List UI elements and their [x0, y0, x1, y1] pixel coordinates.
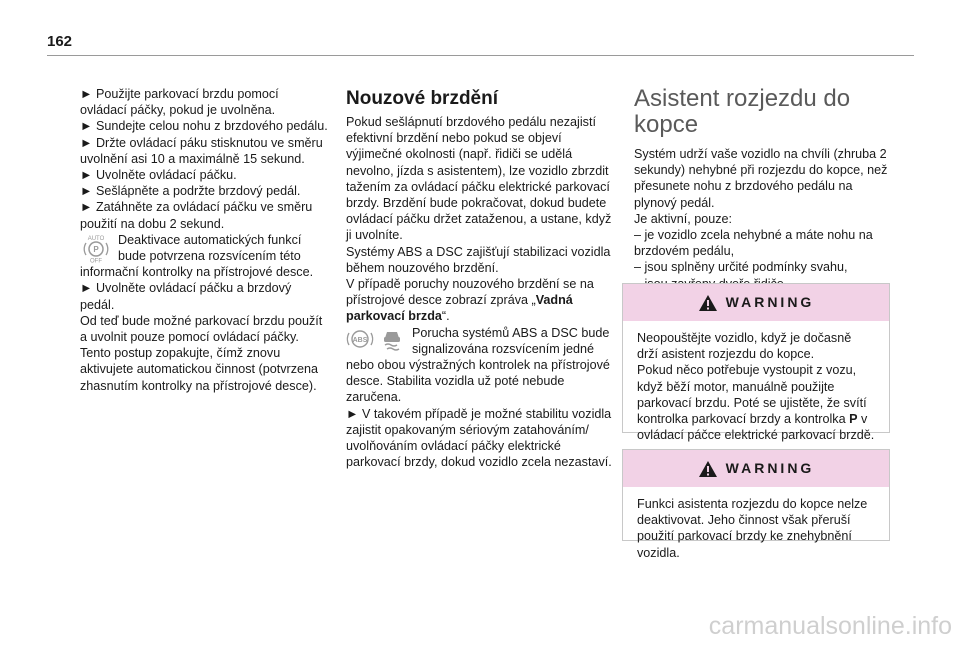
paragraph: ► Uvolněte ovládací páčku a brzdový pedál. — [80, 281, 292, 312]
paragraph: ► Zatáhněte za ovládací páčku ve směru použití na dobu 2 sekund. — [80, 200, 313, 231]
warning-header — [623, 450, 889, 487]
paragraph: Pokud něco potřebuje vystoupit z vozu, když běží motor, manuálně použijte parkovací brzdu. Poté se ujistěte, že svítí kontrolka parkovací brzdy a kontrolka P v ovládací páčce elektrické parkovací brzdě. — [637, 363, 875, 443]
warning-title: WARNING — [725, 294, 815, 311]
paragraph: Je aktivní, pouze: — [634, 211, 733, 226]
warning-body — [623, 487, 889, 571]
paragraph: Pokud sešlápnutí brzdového pedálu nezajistí efektivní brzdění nebo pokud se objeví výjimečné okolnosti (např. řidiči se udělá nevolno, jízda s asistentem), lze vozidlo zbrzdit tažením za ovládací páčku elektrické parkovací brzdy. Brzdění bude pokračovat, dokud budete ovládací páčku držet zataženou, a ustane, když ji uvolníte. — [346, 115, 612, 243]
svg-text:ABS: ABS — [352, 336, 368, 344]
dsc-stability-icon — [378, 326, 406, 352]
warning-box — [622, 449, 890, 560]
paragraph: V případě poruchy nouzového brzdění se na přístrojové desce zobrazí zpráva „Vadná parkovací brzda“. — [346, 277, 594, 324]
paragraph: Porucha systémů ABS a DSC bude signalizována rozsvícením jedné nebo obou výstražných kontrolek na přístrojové desce. Stabilita vozidla už poté nebude zaručena. — [346, 325, 610, 405]
watermark: carmanualsonline.info — [708, 612, 952, 640]
warning-title: WARNING — [725, 460, 815, 477]
paragraph: – je vozidlo zcela nehybné a máte nohu na brzdovém pedálu, — [634, 228, 873, 259]
paragraph: Od teď bude možné parkovací brzdu použít a uvolnit pouze pomocí ovládací páčky. — [80, 313, 323, 345]
abs-warning-icon — [346, 326, 374, 352]
column-middle — [346, 88, 618, 470]
warning-icons — [346, 326, 406, 352]
section-heading: Asistent rozjezdu do kopce — [634, 85, 851, 138]
warning-triangle-icon — [698, 460, 718, 478]
off-label: OFF — [90, 258, 102, 263]
paragraph: ► Použijte parkovací brzdu pomocí ovládací páčky, pokud je uvolněna. — [80, 87, 279, 118]
paragraph: ► V takovém případě je možné stabilitu vozidla zajistit opakovaným sériovým zatahováním/ uvolňováním ovládací páčky elektrické parkovací brzdy, dokud vozidlo zcela nezastaví. — [346, 406, 612, 470]
paragraph: Systémy ABS a DSC zajišťují stabilizaci vozidla během nouzového brzdění. — [346, 244, 611, 275]
page-number: 162 — [47, 33, 73, 50]
paragraph: Neopouštějte vozidlo, když je dočasně drží asistent rozjezdu do kopce. — [637, 331, 852, 362]
top-rule — [47, 55, 914, 56]
warning-triangle-icon — [698, 294, 718, 312]
section-heading: Nouzové brzdění — [346, 88, 499, 109]
auto-label: AUTO — [87, 235, 105, 242]
paragraph: ► Držte ovládací páku stisknutou ve směru uvolnění asi 10 a maximálně 15 sekund. — [80, 135, 323, 166]
paragraph: ► Sešlápněte a podržte brzdový pedál. — [80, 184, 301, 199]
column-right — [634, 86, 894, 292]
column-left — [80, 86, 328, 394]
warning-body — [623, 321, 889, 453]
auto-off-note — [80, 232, 328, 281]
auto-off-warning-icon — [80, 233, 112, 263]
paragraph: ► Sundejte celou nohu z brzdového pedálu. — [80, 119, 328, 134]
abs-dsc-note — [346, 325, 618, 406]
paragraph: Tento postup zopakujte, čímž znovu aktivujete automatickou činnost (potvrzena zhasnutím kontrolky na přístrojové desce). — [80, 346, 319, 393]
paragraph: Deaktivace automatických funkcí bude potvrzena rozsvícením této informační kontrolky na přístrojové desce. — [80, 232, 314, 280]
message-name: Vadná parkovací brzda — [346, 293, 573, 324]
paragraph: – jsou splněny určité podmínky svahu, — [634, 260, 848, 275]
warning-box — [622, 283, 890, 443]
paragraph: Systém udrží vaše vozidlo na chvíli (zhruba 2 sekundy) nehybné při rozjezdu do kopce, než přesunete nohu z brzdového pedálu na plynový pedál. — [634, 147, 888, 210]
warning-header — [623, 284, 889, 321]
paragraph: ► Uvolněte ovládací páčku. — [80, 168, 237, 183]
paragraph: Funkci asistenta rozjezdu do kopce nelze deaktivovat. Jeho činnost však přeruší použití parkovací brzdy ke znehybnění vozidla. — [637, 497, 868, 560]
svg-text:P: P — [93, 244, 99, 254]
